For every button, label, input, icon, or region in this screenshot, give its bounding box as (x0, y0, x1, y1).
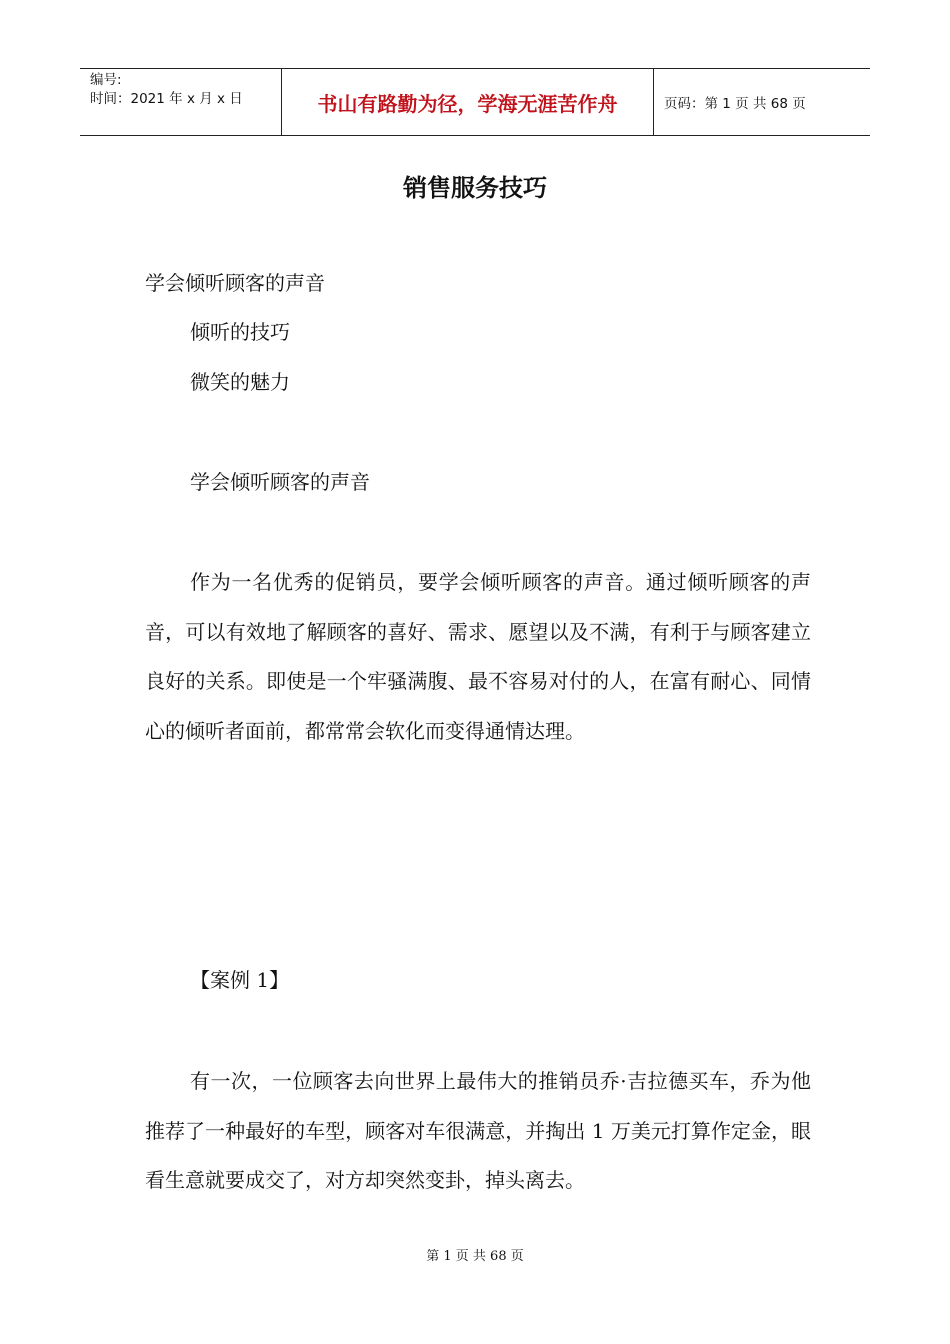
case-label: 【案例 1】 (190, 968, 290, 992)
toc-item: 倾听的技巧 (190, 320, 290, 344)
page-header (80, 68, 870, 136)
toc-item: 学会倾听顾客的声音 (145, 271, 325, 295)
document-number-label: 编号: (90, 72, 122, 88)
toc-item: 微笑的魅力 (190, 370, 290, 394)
header-meta (80, 69, 282, 135)
section-heading: 学会倾听顾客的声音 (190, 470, 370, 494)
header-motto: 书山有路勤为径，学海无涯苦作舟 (282, 69, 654, 135)
document-title: 销售服务技巧 (403, 174, 547, 202)
body-paragraph: 作为一名优秀的促销员，要学会倾听顾客的声音。通过倾听顾客的声音，可以有效地了解顾客的喜好、需求、愿望以及不满，有利于与顾客建立良好的关系。即使是一个牢骚满腹、最不容易对付的人，在富有耐心、同情心的倾听者面前，都常常会软化而变得通情达理。 (145, 570, 811, 743)
document-date: 时间：2021 年 x 月 x 日 (90, 91, 243, 107)
body-paragraph: 有一次，一位顾客去向世界上最伟大的推销员乔·吉拉德买车，乔为他推荐了一种最好的车型，顾客对车很满意，并掏出 1 万美元打算作定金，眼看生意就要成交了，对方却突然变卦，掉头离去。 (145, 1069, 811, 1193)
header-page-info: 页码：第 1 页 共 68 页 (664, 96, 806, 112)
page-footer: 第 1 页 共 68 页 (426, 1249, 524, 1264)
